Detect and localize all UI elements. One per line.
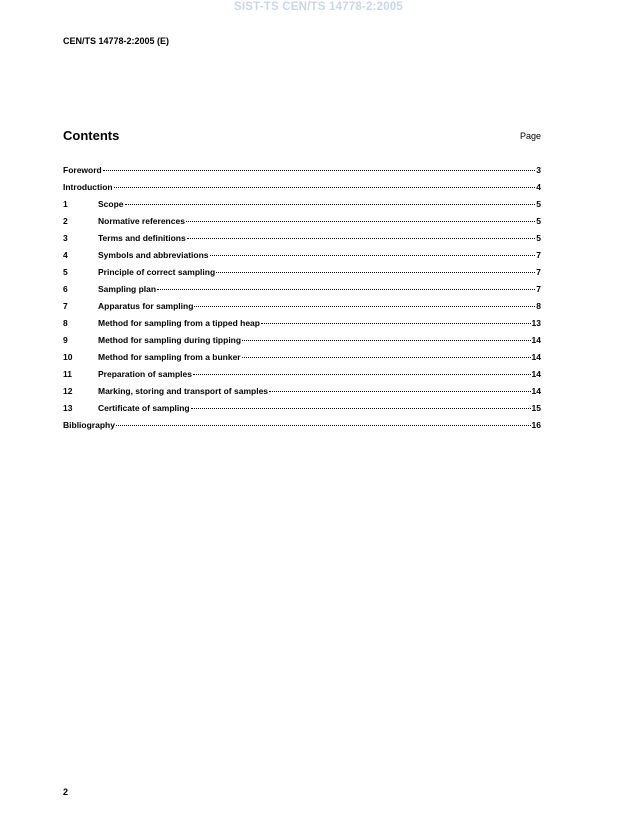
toc-dot-leader (114, 186, 536, 188)
toc-entry[interactable] (63, 267, 541, 284)
page-number: 2 (63, 787, 69, 797)
toc-dot-leader (261, 322, 531, 324)
toc-entry-page: 7 (536, 267, 541, 277)
toc-dot-leader (103, 169, 536, 171)
toc-entry-number: 2 (63, 216, 68, 226)
toc-entry-title: Bibliography (63, 420, 115, 430)
toc-entry-number: 7 (63, 301, 68, 311)
toc-entry-title: Symbols and abbreviations (98, 250, 209, 260)
toc-entry[interactable] (63, 216, 541, 233)
toc-dot-leader (216, 271, 535, 273)
toc-entry-title: Method for sampling from a bunker (98, 352, 241, 362)
toc-entry-page: 15 (531, 403, 541, 413)
contents-heading: Contents (63, 128, 120, 143)
toc-entry-title: Terms and definitions (98, 233, 186, 243)
toc-entry-number: 12 (63, 386, 73, 396)
toc-entry-number: 1 (63, 199, 68, 209)
toc-entry-title: Method for sampling during tipping (98, 335, 242, 345)
toc-dot-leader (125, 203, 536, 205)
toc-entry[interactable] (63, 369, 541, 386)
toc-dot-leader (187, 237, 536, 239)
toc-entry-title: Method for sampling from a tipped heap (98, 318, 260, 328)
toc-entry[interactable] (63, 199, 541, 216)
toc-entry-title: Preparation of samples (98, 369, 193, 379)
toc-entry-page: 5 (536, 199, 541, 209)
toc-entry-number: 11 (63, 369, 72, 379)
toc-entry-page: 14 (531, 352, 541, 362)
toc-entry-page: 16 (531, 420, 541, 430)
toc-entry-page: 8 (536, 301, 541, 311)
page-column-label: Page (519, 131, 541, 141)
toc-entry[interactable] (63, 386, 541, 403)
toc-entry[interactable] (63, 182, 541, 199)
toc-entry-page: 14 (531, 369, 541, 379)
toc-dot-leader (242, 339, 530, 341)
toc-entry-title: Apparatus for sampling (98, 301, 194, 311)
toc-entry-number: 13 (63, 403, 73, 413)
watermark-text: SIST-TS CEN/TS 14778-2:2005 (233, 1, 404, 13)
toc-dot-leader (116, 424, 531, 426)
toc-entry-title: Marking, storing and transport of samples (98, 386, 269, 396)
toc-entry-title: Certificate of sampling (98, 403, 190, 413)
toc-entry[interactable] (63, 403, 541, 420)
toc-entry-page: 7 (536, 284, 541, 294)
toc-entry-number: 10 (63, 352, 73, 362)
toc-dot-leader (186, 220, 535, 222)
toc-entry[interactable] (63, 335, 541, 352)
toc-dot-leader (157, 288, 535, 290)
toc-entry-number: 6 (63, 284, 68, 294)
toc-entry-number: 3 (63, 233, 68, 243)
toc-entry-number: 4 (63, 250, 68, 260)
document-identifier: CEN/TS 14778-2:2005 (E) (63, 36, 170, 46)
table-of-contents (63, 165, 541, 437)
toc-dot-leader (194, 305, 535, 307)
toc-entry[interactable] (63, 250, 541, 267)
toc-entry-title: Sampling plan (98, 284, 157, 294)
toc-entry-title: Introduction (63, 182, 113, 192)
toc-entry-title: Scope (98, 199, 124, 209)
toc-entry-page: 7 (536, 250, 541, 260)
toc-entry-number: 9 (63, 335, 68, 345)
toc-entry[interactable] (63, 284, 541, 301)
toc-entry[interactable] (63, 165, 541, 182)
toc-dot-leader (242, 356, 531, 358)
toc-dot-leader (269, 390, 531, 392)
toc-entry[interactable] (63, 318, 541, 335)
toc-entry-page: 3 (536, 165, 541, 175)
toc-entry-number: 8 (63, 318, 68, 328)
toc-entry-page: 14 (531, 386, 541, 396)
toc-entry-page: 5 (536, 216, 541, 226)
toc-entry-page: 4 (536, 182, 541, 192)
toc-entry-number: 5 (63, 267, 68, 277)
toc-entry[interactable] (63, 420, 541, 437)
toc-entry[interactable] (63, 233, 541, 250)
toc-entry[interactable] (63, 301, 541, 318)
toc-entry-page: 5 (536, 233, 541, 243)
toc-entry-title: Foreword (63, 165, 102, 175)
toc-entry-page: 14 (531, 335, 541, 345)
toc-entry-title: Normative references (98, 216, 185, 226)
toc-entry[interactable] (63, 352, 541, 369)
toc-dot-leader (193, 373, 531, 375)
toc-entry-page: 13 (531, 318, 541, 328)
toc-dot-leader (210, 254, 536, 256)
toc-entry-title: Principle of correct sampling (98, 267, 216, 277)
toc-dot-leader (191, 407, 531, 409)
